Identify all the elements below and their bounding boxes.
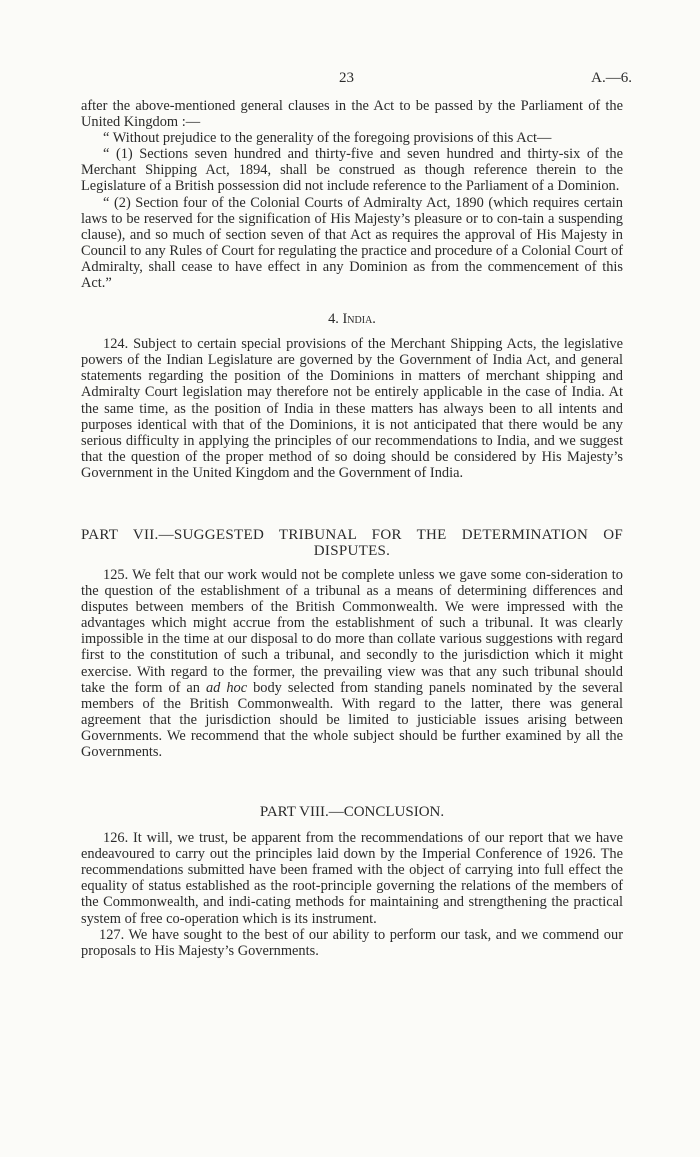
page-header: [81, 70, 632, 90]
section-heading-india: 4. India.: [328, 311, 376, 328]
paragraph-125: 125. We felt that our work would not be complete unless we gave some con-sideration to the question of the establishment of a tribunal as a means of determining differences and disputes between members of the British Commonwealth. We were impressed with the advantages which might accrue from the establishment of such a tribunal. It was clearly impossible in the time at our disposal to do more than collate various suggestions with regard first to the constitution of such a tribunal, and secondly to the jurisdiction which it might exercise. With regard to the former, the prevailing view was that any such tribunal should take the form of an ad hoc body selected from standing panels nominated by the several members of the British Commonwealth. With regard to the latter, there was general agreement that the jurisdiction should be limited to justiciable issues arising between Governments. We recommend that the whole subject should be further examined by all the Governments.: [81, 566, 623, 760]
paragraph-126: 126. It will, we trust, be apparent from the recommendations of our report that we have endeavoured to carry out the principles laid down by the Imperial Conference of 1926. The recommendations submitted have been framed with the object of carrying into full effect the equality of status established as the root-principle governing the relations of the members of the Commonwealth, and indi-cating methods for maintaining and strengthening the practical system of free co-operation which is its instrument.: [81, 830, 623, 927]
quoted-clause-1: “ (1) Sections seven hundred and thirty-five and seven hundred and thirty-six of the Merchant Shipping Act, 1894, shall be construed as though reference therein to the Legislature of a British possession did not include reference to the Parliament of a Dominion.: [81, 146, 623, 195]
quoted-clause-intro: “ Without prejudice to the generality of the foregoing provisions of this Act—: [103, 130, 552, 147]
part-vii-heading: [81, 527, 623, 559]
part-viii-heading: PART VIII.—CONCLUSION.: [259, 804, 445, 821]
paragraph-continued: after the above-mentioned general clauses in the Act to be passed by the Parliament of the United Kingdom :—: [81, 98, 623, 131]
part-vii-heading-line2: DISPUTES.: [313, 542, 391, 559]
paragraph-127: 127. We have sought to the best of our ability to perform our task, and we commend our proposals to His Majesty’s Governments.: [81, 926, 623, 959]
page-number: 23: [339, 70, 354, 86]
part-vii-heading-line1: PART VII.—SUGGESTED TRIBUNAL FOR THE DETERMINATION OF: [81, 526, 623, 543]
italic-ad-hoc: ad hoc: [205, 679, 248, 696]
document-reference: A.—6.: [591, 70, 632, 86]
paragraph-124: 124. Subject to certain special provisions of the Merchant Shipping Acts, the legislative powers of the Indian Legislature are governed by the Government of India Act, and general statements regarding the position of the Dominions in matters of merchant shipping and Admiralty Court legislation may therefore not be entirely applicable in the case of India. At the same time, as the position of India in these matters has always been to all intents and purposes identical with that of the Dominions, it is not anticipated that there would be any serious difficulty in applying the principles of our recommendations to India, and we suggest that the question of the proper method of so doing should be considered by His Majesty’s Government in the United Kingdom and the Government of India.: [81, 336, 623, 481]
document-page: [81, 70, 632, 959]
quoted-clause-2: “ (2) Section four of the Colonial Courts of Admiralty Act, 1890 (which requires certain laws to be reserved for the signification of His Majesty’s pleasure or to con-tain a suspending clause), and so much of section seven of that Act as requires the approval of His Majesty in Council to any Rules of Court for regulating the practice and procedure of a Colonial Court of Admiralty, shall cease to have effect in any Dominion as from the commencement of this Act.”: [81, 194, 623, 292]
